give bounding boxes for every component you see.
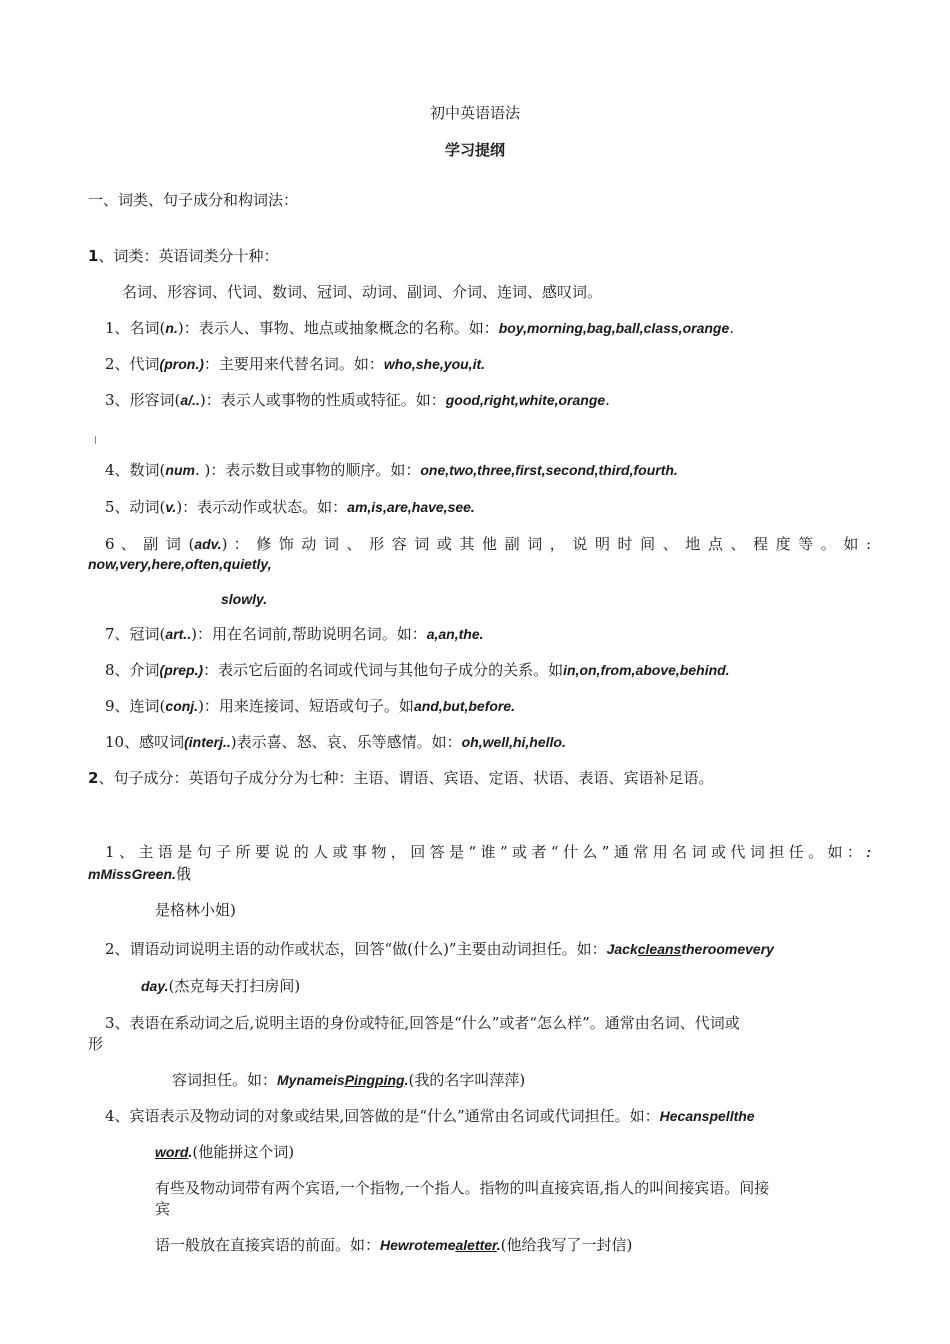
paragraph-predicative: 3、表语在系动词之后,说明主语的身份或特征,回答是“什么”或者“怎么样”。通常由名词、代词或 — [105, 1014, 740, 1032]
item-example: am,is,are,have,see. — [347, 499, 475, 515]
list-item — [105, 660, 730, 680]
list-item — [105, 318, 734, 338]
subsection-text: 、句子成分：英语句子成分分为七种：主语、谓语、宾语、定语、状语、表语、宾语补足语。 — [98, 769, 714, 787]
item-text: 5、动词( — [105, 498, 166, 516]
para-text: (他能拼这个词) — [192, 1143, 295, 1161]
item-text: 8、介词 — [105, 661, 160, 679]
item-example: one,two,three,first,second,third,fourth. — [420, 462, 678, 478]
item-text: 3、形容词( — [105, 391, 181, 409]
paragraph-predicative-wrap: 形 — [88, 1035, 104, 1053]
item-abbr: (prep.) — [159, 662, 204, 678]
para-example: . — [188, 1144, 193, 1160]
item-text: )：用在名词前,帮助说明名词。如： — [191, 625, 427, 643]
paragraph-subject — [105, 842, 871, 862]
paragraph-object-cont — [155, 1142, 294, 1162]
para-example: Mynameis — [277, 1072, 345, 1088]
item-text: . — [605, 391, 610, 409]
item-text: ：表示它后面的名词或代词与其他句子成分的关系。如 — [203, 661, 564, 679]
paragraph-object — [105, 1106, 755, 1126]
list-item — [105, 732, 566, 752]
para-example-underlined: word — [155, 1144, 189, 1160]
item-text: 9、连词( — [105, 697, 166, 715]
para-text: 4、宾语表示及物动词的对象或结果,回答做的是“什么”通常由名词或代词担任。如： — [105, 1107, 660, 1125]
item-text: )：用来连接词、短语或句子。如 — [198, 697, 414, 715]
item-example-text: now,very,here,often,quietly, — [88, 556, 272, 572]
para-example: theroomevery — [681, 941, 774, 957]
para-example: Hecanspellthe — [659, 1108, 755, 1124]
list-item — [105, 696, 515, 716]
paragraph-subject-cont — [88, 864, 191, 884]
paragraph-predicative-cont — [172, 1070, 525, 1090]
para-example: Jack — [606, 941, 638, 957]
item-example: a,an,the. — [426, 626, 484, 642]
item-text: )：表示人、事物、地点或抽象概念的名称。如： — [177, 319, 499, 337]
item-abbr: v. — [165, 499, 177, 515]
item-text: ：主要用来代替名词。如： — [203, 355, 384, 373]
para-example: mMissGreen. — [88, 866, 176, 882]
item-abbr: (pron.) — [159, 356, 204, 372]
item-example: boy,morning,bag,ball,class,orange — [498, 320, 730, 336]
list-item — [105, 390, 610, 410]
item-text: 6 、 副 词 ( — [105, 535, 195, 553]
para-text: (他给我写了一封信) — [500, 1236, 633, 1254]
item-abbr: art.. — [165, 626, 192, 642]
para-example: : — [866, 844, 871, 860]
subsection-number: 1 — [88, 247, 99, 265]
paragraph-object-example — [155, 1235, 632, 1255]
list-item — [105, 497, 475, 517]
para-example: Hewroteme — [380, 1237, 456, 1253]
subsection-heading-sentence-elements — [88, 768, 713, 788]
para-text: (杰克每天打扫房间) — [168, 977, 301, 995]
item-abbr: adv. — [194, 536, 222, 552]
para-example: . — [496, 1237, 501, 1253]
item-example — [88, 554, 272, 574]
list-item — [105, 460, 678, 480]
item-text: . )：表示数目或事物的顺序。如： — [194, 461, 421, 479]
paragraph-predicate-cont — [141, 976, 300, 996]
item-abbr: num — [165, 462, 195, 478]
page-subtitle: 学习提纲 — [444, 141, 505, 159]
subsection-heading-word-classes — [88, 246, 278, 266]
paragraph-object-note: 有些及物动词带有两个宾语,一个指物,一个指人。指物的叫直接宾语,指人的叫间接宾语。间接 — [155, 1179, 770, 1197]
item-text: )：表示动作或状态。如： — [176, 498, 348, 516]
paragraph-object-note-wrap: 宾 — [155, 1200, 171, 1218]
item-text: )表示喜、怒、哀、乐等感情。如： — [230, 733, 462, 751]
stray-mark — [95, 436, 96, 444]
item-abbr: a/.. — [180, 392, 200, 408]
item-text: 10、感叹词 — [105, 733, 185, 751]
paragraph-predicate — [105, 939, 774, 959]
item-abbr: (interj.. — [184, 734, 231, 750]
item-text: 4、数词( — [105, 461, 166, 479]
para-text: 语一般放在直接宾语的前面。如： — [155, 1236, 381, 1254]
subsection-number: 2 — [88, 769, 99, 787]
item-text: 2、代词 — [105, 355, 160, 373]
item-example: in,on,from,above,behind. — [563, 662, 730, 678]
item-example: good,right,white,orange — [445, 392, 606, 408]
paragraph-subject-translation: 是格林小姐) — [155, 901, 236, 919]
para-example-underlined: aletter — [455, 1237, 497, 1253]
para-text: 1、主语是句子所要说的人或事物，回答是“谁”或者“什么”通常用名词或代词担任。如： — [105, 843, 867, 861]
item-text: . — [729, 319, 735, 337]
item-example-text: slowly. — [221, 591, 268, 607]
item-text: 7、冠词( — [105, 625, 166, 643]
para-example: . — [404, 1072, 409, 1088]
item-abbr: conj. — [165, 698, 199, 714]
list-item — [105, 354, 485, 374]
section-heading-1: 一、词类、句子成分和构词法： — [88, 191, 299, 209]
para-example-underlined: Pingping — [344, 1072, 405, 1088]
para-text: (我的名字叫萍萍) — [408, 1071, 526, 1089]
item-text: 1、名词( — [105, 319, 166, 337]
para-text: 2、谓语动词说明主语的动作或状态，回答“做(什么)”主要由动词担任。如： — [105, 940, 607, 958]
item-example: and,but,before. — [413, 698, 516, 714]
item-text: )：表示人或事物的性质或特征。如： — [199, 391, 446, 409]
item-example-continued — [221, 589, 267, 609]
list-item — [105, 624, 484, 644]
item-example: who,she,you,it. — [383, 356, 486, 372]
word-class-list: 名词、形容词、代词、数词、冠词、动词、副词、介词、连词、感叹词。 — [122, 283, 603, 301]
para-example-underlined: cleans — [637, 941, 682, 957]
para-example: day. — [141, 978, 169, 994]
para-text: 俄 — [175, 865, 191, 883]
subsection-text: 、词类：英语词类分十种： — [98, 247, 279, 265]
page-title: 初中英语语法 — [429, 104, 520, 122]
item-abbr: n. — [165, 320, 178, 336]
item-example: oh,well,hi,hello. — [461, 734, 566, 750]
list-item — [105, 534, 871, 554]
item-text: ) ： 修 饰 动 词 、 形 容 词 或 其 他 副 词 ， 说 明 时 间 、 地 点 、 程 度 等 。 如 : — [221, 535, 872, 553]
para-text: 容词担任。如： — [172, 1071, 278, 1089]
